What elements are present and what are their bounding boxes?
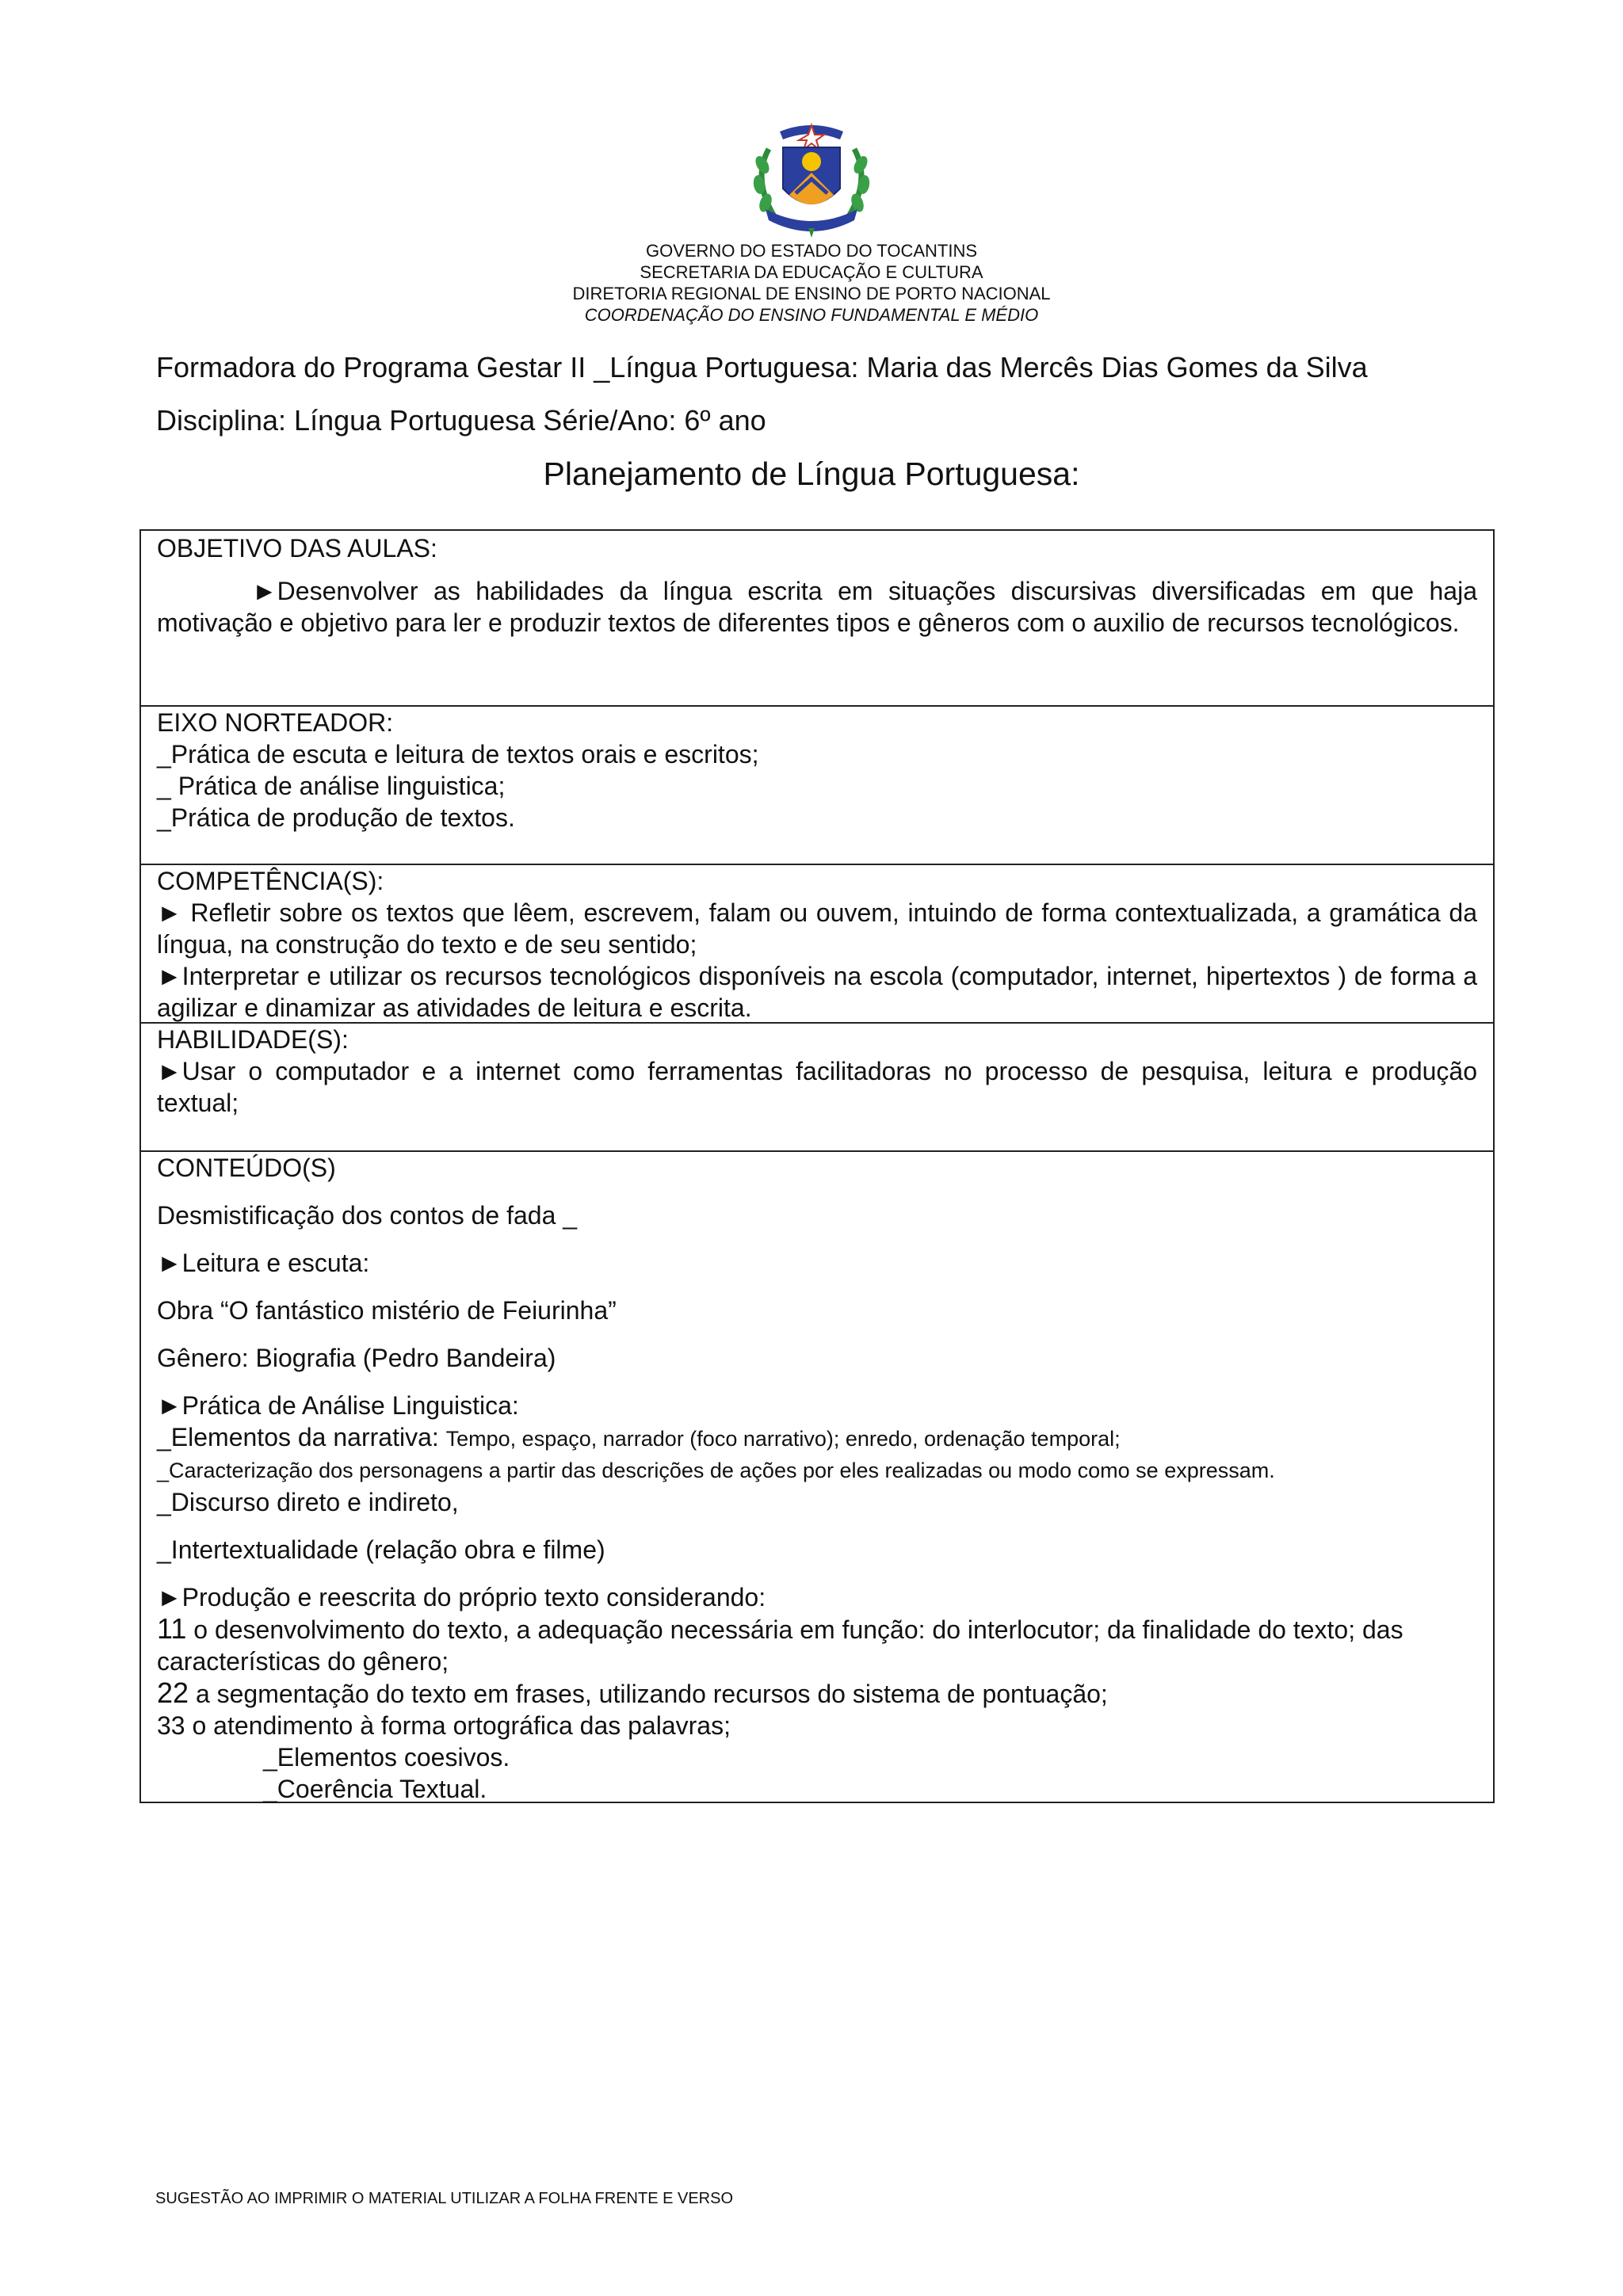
disciplina-line: Disciplina: Língua Portuguesa Série/Ano: 6º ano [156, 404, 766, 437]
elementos-detail: Tempo, espaço, narrador (foco narrativo); enredo, ordenação temporal; [445, 1427, 1121, 1451]
eixo-title: EIXO NORTEADOR: [157, 708, 394, 737]
conteudo-genero: Gênero: Biografia (Pedro Bandeira) [157, 1344, 556, 1372]
conteudo-coesivos: _Elementos coesivos. [263, 1743, 510, 1772]
conteudo-caracterizacao: _Caracterização dos personagens a partir das descrições de ações por eles realizadas ou modo como se expressam. [157, 1459, 1275, 1482]
conteudo-producao-title: ►Produção e reescrita do próprio texto considerando: [157, 1583, 766, 1611]
document-title: Planejamento de Língua Portuguesa: [543, 456, 1080, 492]
eixo-item-analise: _ Prática de análise linguistica; [157, 772, 506, 800]
conteudo-desmistificacao: Desmistificação dos contos de fada _ [157, 1201, 578, 1230]
producao-item-2-number: 22 [157, 1676, 189, 1709]
print-suggestion-footer: SUGESTÃO AO IMPRIMIR O MATERIAL UTILIZAR A FOLHA FRENTE E VERSO [155, 2190, 734, 2207]
producao-item-1 [157, 1613, 1477, 1677]
conteudo-leitura: ►Leitura e escuta: [157, 1249, 370, 1277]
section-competencias [141, 864, 1493, 1022]
conteudo-obra: Obra “O fantástico mistério de Feiurinha” [157, 1296, 617, 1325]
producao-item-1-text: o desenvolvimento do texto, a adequação necessária em função: do interlocutor; da finalidade do texto; das características do gênero; [157, 1615, 1403, 1676]
habilidades-title: HABILIDADE(S): [157, 1025, 349, 1054]
planning-table [139, 529, 1495, 1803]
competencia-item-refletir: ► Refletir sobre os textos que lêem, escrevem, falam ou ouvem, intuindo de forma contextualizada, a gramática da língua, na construção do texto e de seu sentido; [157, 898, 1477, 959]
section-eixo [141, 705, 1493, 864]
producao-item-3-text: o atendimento à forma ortográfica das palavras; [185, 1711, 731, 1740]
habilidade-item-computador: ►Usar o computador e a internet como ferramentas facilitadoras no processo de pesquisa, leitura e produção textual; [157, 1057, 1477, 1117]
competencias-title: COMPETÊNCIA(S): [157, 867, 384, 895]
eixo-item-escuta: _Prática de escuta e leitura de textos orais e escritos; [157, 740, 759, 769]
conteudo-coerencia: _Coerência Textual. [263, 1775, 487, 1803]
producao-item-2 [157, 1677, 1477, 1710]
header-directorate: DIRETORIA REGIONAL DE ENSINO DE PORTO NACIONAL [572, 284, 1051, 303]
formadora-line: Formadora do Programa Gestar II _Língua Portuguesa: Maria das Mercês Dias Gomes da Silva [156, 351, 1368, 383]
elementos-lead: _Elementos da narrativa: [157, 1423, 446, 1451]
header-government: GOVERNO DO ESTADO DO TOCANTINS [645, 241, 978, 261]
section-objetivo [141, 531, 1493, 705]
objetivo-title: OBJETIVO DAS AULAS: [157, 534, 437, 563]
conteudo-discurso: _Discurso direto e indireto, [157, 1488, 459, 1516]
objetivo-text: ►Desenvolver as habilidades da língua escrita em situações discursivas diversificadas em que haja motivação e objetivo para ler e produzir textos de diferentes tipos e gêneros com o auxilio de recursos tecnológicos. [157, 577, 1477, 637]
header-block [0, 240, 1623, 326]
section-habilidades [141, 1022, 1493, 1150]
conteudo-intertextualidade: _Intertextualidade (relação obra e filme) [157, 1535, 605, 1564]
eixo-item-producao: _Prática de produção de textos. [157, 803, 515, 832]
producao-item-2-text: a segmentação do texto em frases, utilizando recursos do sistema de pontuação; [189, 1680, 1108, 1708]
competencia-item-interpretar: ►Interpretar e utilizar os recursos tecnológicos disponíveis na escola (computador, internet, hipertextos ) de forma a agilizar e dinamizar as atividades de leitura e escrita. [157, 962, 1477, 1022]
state-coat-of-arms-icon [745, 117, 878, 240]
section-conteudos [141, 1150, 1493, 1802]
header-secretariat: SECRETARIA DA EDUCAÇÃO E CULTURA [640, 262, 983, 282]
producao-item-1-number: 11 [157, 1612, 187, 1645]
producao-item-3-number: 33 [157, 1711, 185, 1740]
conteudo-analise-title: ►Prática de Análise Linguistica: [157, 1391, 519, 1420]
conteudo-elementos-narrativa [157, 1421, 1477, 1455]
producao-item-3 [157, 1710, 1477, 1741]
conteudos-title: CONTEÚDO(S) [157, 1154, 336, 1182]
header-coordination: COORDENAÇÃO DO ENSINO FUNDAMENTAL E MÉDIO [584, 305, 1039, 325]
